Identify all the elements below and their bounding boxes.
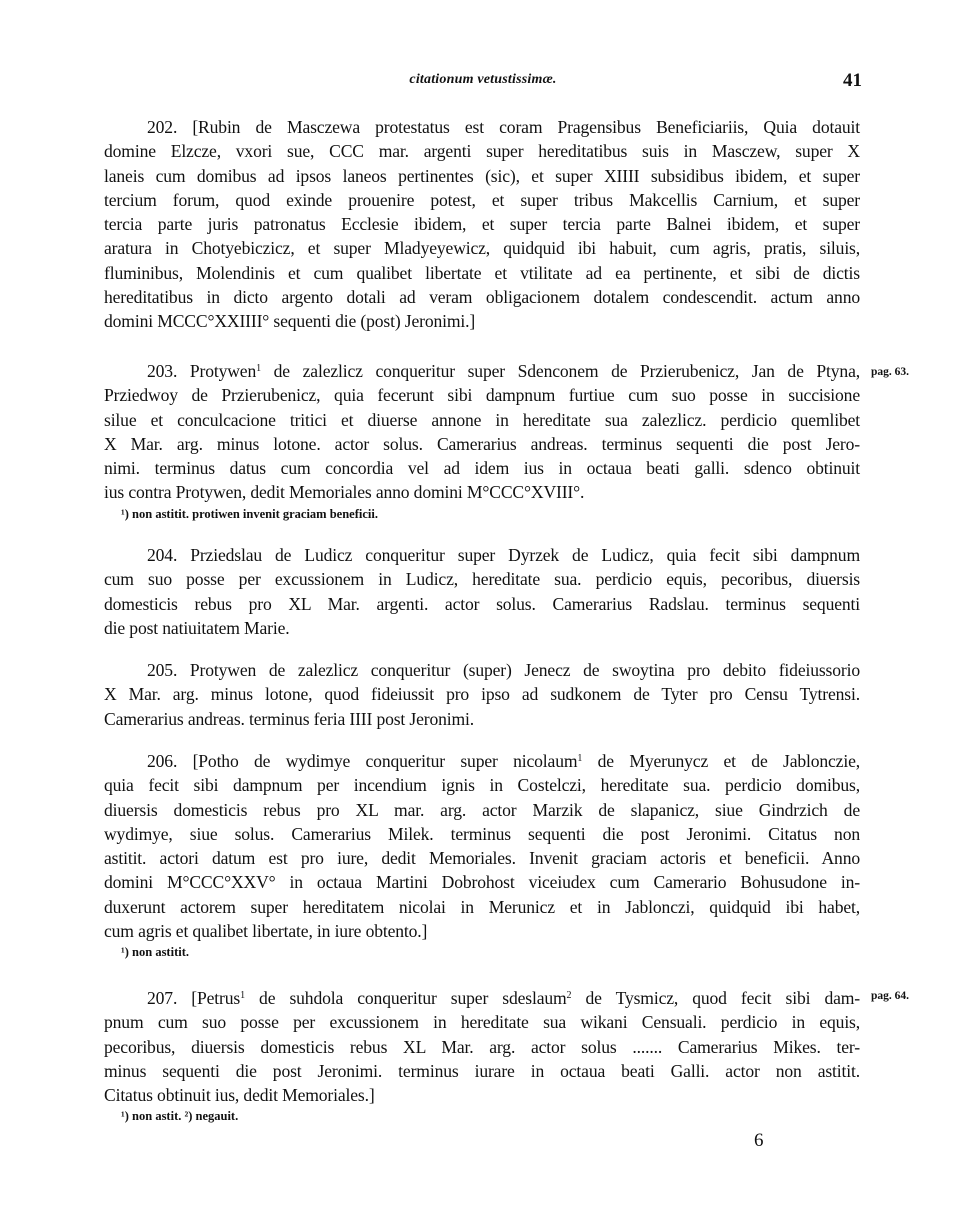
entry-line: 206. [Potho de wydimye conqueritur super nicolaum$^1$ de Myerunycz et de Jablonczie, <box>147 751 860 771</box>
entry-line: 203. Protywen$^1$ de zalezlicz conqueritur super Sdenconem de Przierubenicz, Jan de Ptyna, <box>147 361 860 381</box>
running-title: citationum vetustissimæ. <box>409 72 557 87</box>
entry-line: silue et conculcacione tritici et diuerse annone in hereditate sua zalezlicz. perdicio quemlibet <box>104 409 860 430</box>
entry-207 <box>104 986 860 1125</box>
entry-line: cum suo posse per excussionem in Ludicz, hereditate sua. perdicio equis, pecoribus, diuersis <box>104 569 860 590</box>
entry-line: Prziedwoy de Przierubenicz, quia fecerunt sibi dampnum furtiue cum suo posse in succisione <box>104 385 860 406</box>
margin-note-page-ref: pag. 64. <box>871 990 910 1002</box>
footnote: ¹) non astitit. <box>121 945 189 960</box>
entry-line: laneis cum domibus ad ipsos laneos pertinentes (sic), et super XIIII subsidibus ibidem, et super <box>104 165 860 186</box>
entry-line: duxerunt actorem super hereditatem nicolai in Merunicz et in Jablonczi, quidquid ibi habet, <box>104 896 860 917</box>
entry-line: 202. [Rubin de Masczewa protestatus est coram Pragensibus Beneficiariis, Quia dotauit <box>147 117 860 137</box>
footnote-marker: 1 <box>577 753 583 764</box>
entry-line: tercium forum, quod exinde prouenire potest, et super tribus Makcellis Carnium, et super <box>104 189 860 210</box>
footnote-marker: 1 <box>240 990 245 1001</box>
page-number: 41 <box>843 70 862 91</box>
entry-line: X Mar. arg. minus lotone. actor solus. Camerarius andreas. terminus sequenti die post Jero- <box>104 433 860 454</box>
entry-206 <box>104 749 860 961</box>
running-header <box>104 70 862 98</box>
entry-line: wydimye, siue solus. Camerarius Milek. terminus sequenti die post Jeronimi. Citatus non <box>104 823 860 844</box>
entry-line: diuersis domesticis rebus pro XL mar. arg. actor Marzik de slapanicz, siue Gindrzich de <box>104 799 860 820</box>
footnote-marker: 2 <box>566 990 572 1001</box>
entry-line: domesticis rebus pro XL Mar. argenti. actor solus. Camerarius Radslau. terminus sequenti <box>104 593 860 614</box>
entry-line: Citatus obtinuit ius, dedit Memoriales.] <box>104 1085 375 1106</box>
entry-202 <box>104 115 860 334</box>
entry-line: fluminibus, Molendinis et cum qualibet libertate et vtilitate ad ea pertinente, et sibi de dictis <box>104 262 860 283</box>
entry-204 <box>104 543 860 640</box>
folio-signature: 6 <box>754 1130 764 1151</box>
entry-205 <box>104 658 860 731</box>
entry-line: minus sequenti die post Jeronimi. terminus iurare in octaua beati Galli. actor non astitit. <box>104 1060 860 1081</box>
entry-line: domini M°CCC°XXV° in octaua Martini Dobrohost viceiudex cum Camerario Bohusudone in- <box>104 872 860 893</box>
entry-line: tercia parte juris patronatus Ecclesie ibidem, et super tercia parte Balnei ibidem, et super <box>104 214 860 235</box>
entry-line: 207. [Petrus$^1$ de suhdola conqueritur super sdeslaum$^2$ de Tysmicz, quod fecit sibi dam- <box>147 988 860 1008</box>
entry-line: die post natiuitatem Marie. <box>104 617 290 638</box>
footnote-marker: 1 <box>256 363 261 374</box>
entry-line: domini MCCC°XXIIII° sequenti die (post) Jeronimi.] <box>104 311 476 332</box>
entry-line: domine Elzcze, vxori sue, CCC mar. argenti super hereditatibus suis in Masczew, super X <box>104 141 860 162</box>
footnote: ¹) non astit. ²) negauit. <box>121 1109 239 1124</box>
entry-line: X Mar. arg. minus lotone, quod fideiussit pro ipso ad sudkonem de Tyter pro Censu Tytrensi. <box>104 684 860 705</box>
entry-line: pnum cum suo posse per excussionem in hereditate sua wikani Censuali. perdicio in equis, <box>104 1012 860 1033</box>
entry-line: quia fecit sibi dampnum per incendium ignis in Costelczi, hereditate sua. perdicio domibus, <box>104 775 860 796</box>
entry-line: nimi. terminus datus cum concordia vel ad idem ius in octaua beati galli. sdenco obtinuit <box>104 458 860 479</box>
entry-line: Camerarius andreas. terminus feria IIII post Jeronimi. <box>104 708 475 729</box>
entry-203 <box>104 359 860 523</box>
entry-line: 205. Protywen de zalezlicz conqueritur (super) Jenecz de swoytina pro debito fideiussorio <box>147 660 860 680</box>
footnote: ¹) non astitit. protiwen invenit graciam beneficii. <box>121 506 378 521</box>
entry-line: hereditatibus in dicto argento dotali ad veram obligacionem dotalem condescendit. actum anno <box>104 287 860 308</box>
entry-line: aratura in Chotyebiczicz, et super Mladyeyewicz, quidquid ibi habuit, cum agris, pratis, siluis, <box>104 238 860 259</box>
entry-line: astitit. actori datum est pro iure, dedit Memoriales. Invenit graciam actoris et beneficii. Anno <box>104 848 860 869</box>
margin-note-page-ref: pag. 63. <box>871 366 910 378</box>
entry-line: 204. Prziedslau de Ludicz conqueritur super Dyrzek de Ludicz, quia fecit sibi dampnum <box>147 545 860 565</box>
entry-line: ius contra Protywen, dedit Memoriales anno domini M°CCC°XVIII°. <box>104 482 585 503</box>
entry-line: cum agris et qualibet libertate, in iure obtento.] <box>104 921 428 942</box>
entry-line: pecoribus, diuersis domesticis rebus XL Mar. arg. actor solus ....... Camerarius Mikes. ter- <box>104 1036 860 1057</box>
